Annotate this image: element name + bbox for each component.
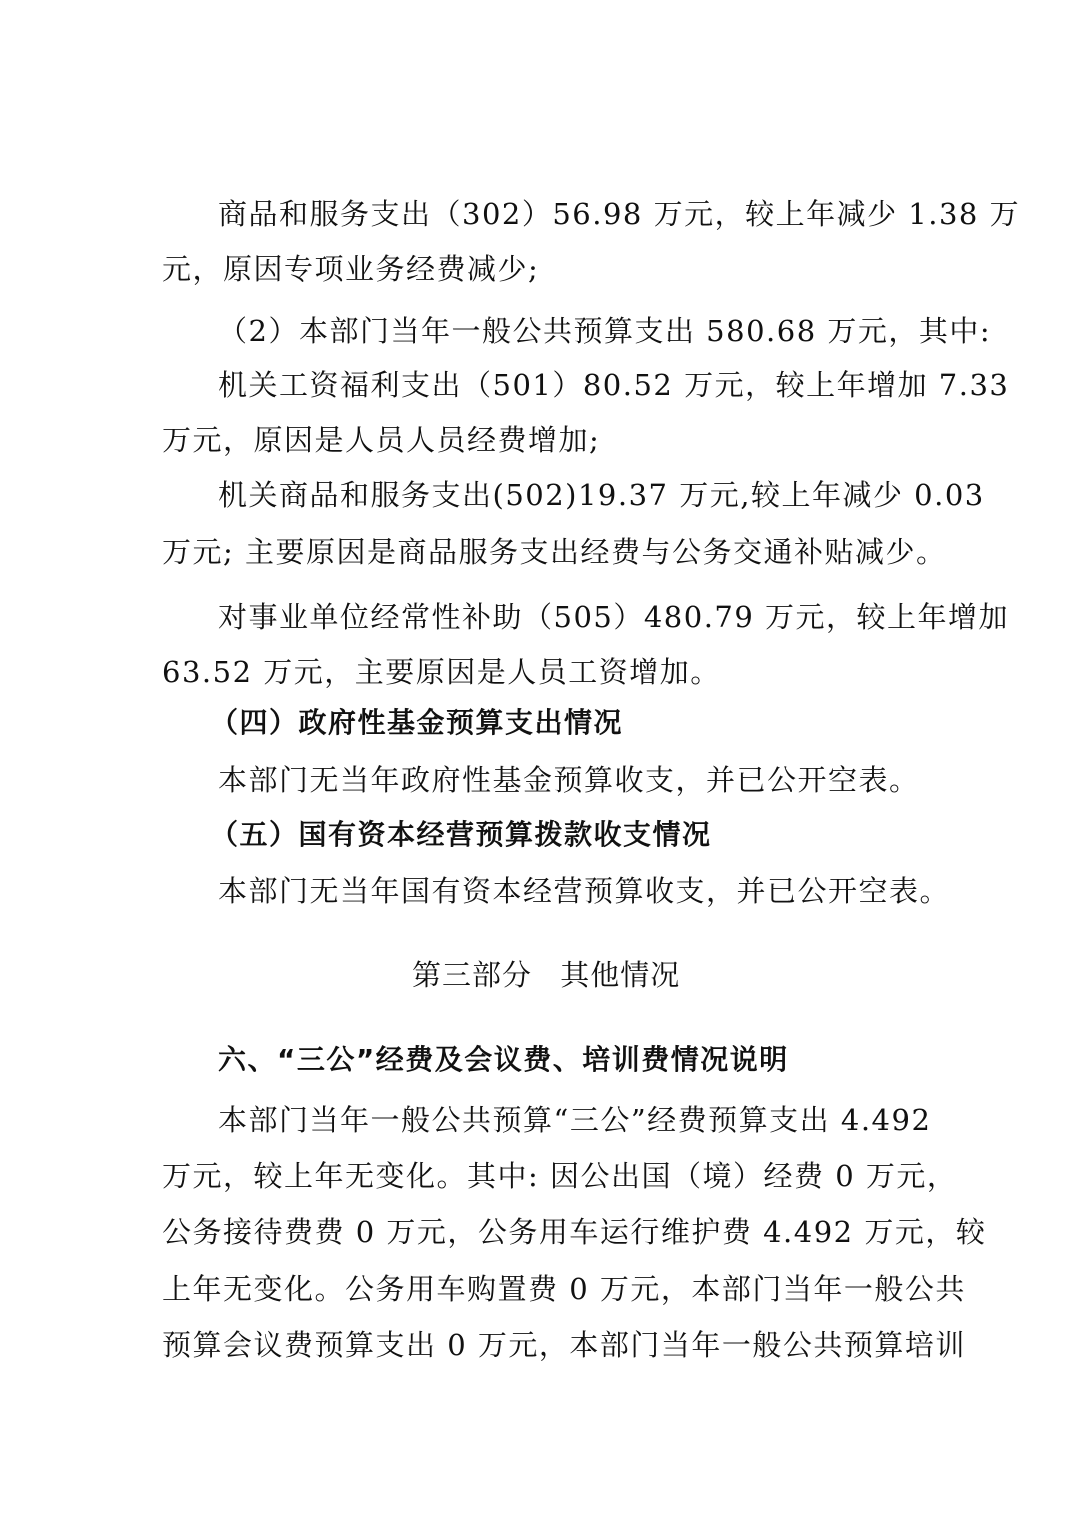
body-text-line: 本部门无当年国有资本经营预算收支，并已公开空表。 [218, 874, 951, 908]
body-text-line: 机关工资福利支出（501）80.52 万元，较上年增加 7.33 [218, 368, 1010, 402]
body-text-line: （2）本部门当年一般公共预算支出 580.68 万元，其中: [218, 314, 992, 348]
body-text-line: 公务接待费费 0 万元，公务用车运行维护费 4.492 万元，较 [162, 1215, 987, 1249]
body-text-line: 对事业单位经常性补助（505）480.79 万元，较上年增加 [218, 600, 1010, 634]
subsection-heading: （四）政府性基金预算支出情况 [210, 706, 624, 739]
body-text-line: 万元，原因是人员人员经费增加; [162, 423, 601, 457]
body-text-line: 万元; 主要原因是商品服务支出经费与公务交通补贴减少。 [162, 535, 947, 569]
body-text-line: 商品和服务支出（302）56.98 万元，较上年减少 1.38 万 [218, 197, 1021, 231]
part-title: 第三部分 其他情况 [412, 958, 681, 992]
body-text-line: 预算会议费预算支出 0 万元，本部门当年一般公共预算培训 [162, 1328, 966, 1362]
body-text-line: 机关商品和服务支出(502)19.37 万元,较上年减少 0.03 [218, 478, 985, 512]
section-heading: 六、“三公”经费及会议费、培训费情况说明 [218, 1043, 789, 1076]
body-text-line: 63.52 万元，主要原因是人员工资增加。 [162, 655, 721, 689]
subsection-heading: （五）国有资本经营预算拨款收支情况 [210, 818, 712, 851]
body-text-line: 上年无变化。公务用车购置费 0 万元，本部门当年一般公共 [162, 1272, 966, 1306]
body-text-line: 本部门当年一般公共预算“三公”经费预算支出 4.492 [218, 1103, 932, 1137]
body-text-line: 元，原因专项业务经费减少; [162, 252, 540, 286]
body-text-line: 万元，较上年无变化。其中: 因公出国（境）经费 0 万元， [162, 1159, 958, 1193]
body-text-line: 本部门无当年政府性基金预算收支，并已公开空表。 [218, 763, 920, 797]
